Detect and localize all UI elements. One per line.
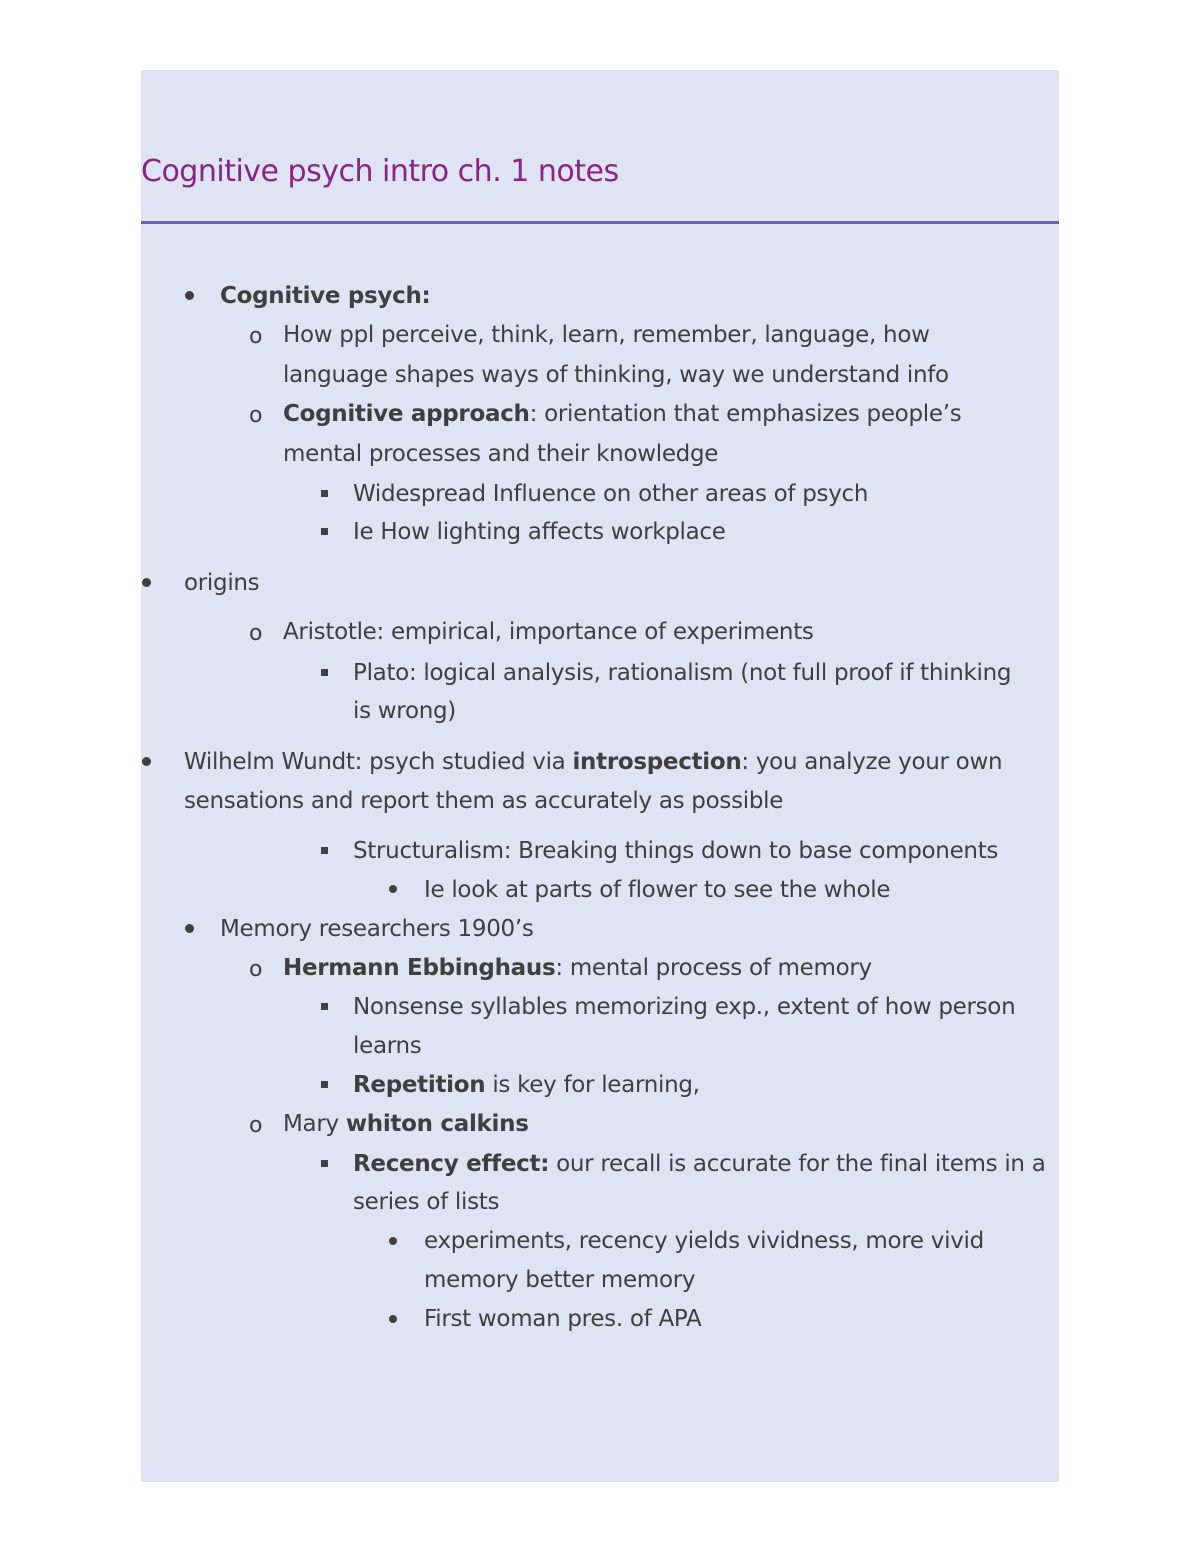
bullet-circle: o — [249, 324, 263, 349]
list-item-wundt: Wilhelm Wundt: psych studied via introspection: you analyze your own — [184, 749, 1003, 775]
bullet-square — [321, 1160, 328, 1167]
bullet-dot — [389, 885, 397, 893]
bullet-dot — [389, 1315, 397, 1323]
bullet-square — [321, 1003, 328, 1010]
bullet-circle: o — [249, 403, 263, 428]
list-item-cognitive-approach: Cognitive approach: orientation that emphasizes people’s — [283, 401, 962, 427]
list-item-text-cont: sensations and report them as accurately as possible — [184, 788, 784, 814]
list-item-ebbinghaus: Hermann Ebbinghaus: mental process of memory — [283, 955, 872, 981]
list-item-text: How ppl perceive, think, learn, remember, language, how — [283, 322, 930, 348]
list-item-text: Ie How lighting affects workplace — [353, 519, 726, 545]
list-item-text-cont: is wrong) — [353, 698, 456, 724]
list-item-cognitive-psych: Cognitive psych: — [220, 283, 431, 309]
title-underline — [141, 221, 1059, 224]
list-item-text-cont: series of lists — [353, 1189, 500, 1215]
bullet-circle: o — [249, 957, 263, 982]
bullet-circle: o — [249, 621, 263, 646]
list-item-text: Aristotle: empirical, importance of experiments — [283, 619, 814, 645]
bullet-circle: o — [249, 1113, 263, 1138]
list-item-text: First woman pres. of APA — [424, 1306, 702, 1332]
list-item-text-cont: mental processes and their knowledge — [283, 441, 719, 467]
bullet-square — [321, 528, 328, 535]
list-item-recency-effect: Recency effect: our recall is accurate for the final items in a — [353, 1151, 1046, 1177]
bullet-dot — [142, 757, 151, 766]
list-item-text: Plato: logical analysis, rationalism (not full proof if thinking — [353, 660, 1012, 686]
document-title: Cognitive psych intro ch. 1 notes — [141, 154, 619, 189]
list-item-text-cont: learns — [353, 1033, 422, 1059]
list-item-text: Widespread Influence on other areas of psych — [353, 481, 869, 507]
list-item-calkins: Mary whiton calkins — [283, 1111, 529, 1137]
bullet-square — [321, 847, 328, 854]
list-item-text-cont: language shapes ways of thinking, way we understand info — [283, 362, 949, 388]
bullet-square — [321, 669, 328, 676]
bullet-dot — [142, 578, 151, 587]
bullet-dot — [389, 1237, 397, 1245]
bullet-square — [321, 1081, 328, 1088]
list-item-text: Nonsense syllables memorizing exp., extent of how person — [353, 994, 1016, 1020]
list-item-repetition: Repetition is key for learning, — [353, 1072, 700, 1098]
list-item-text-cont: memory better memory — [424, 1267, 696, 1293]
list-item-memory-researchers: Memory researchers 1900’s — [220, 916, 534, 942]
list-item-origins: origins — [184, 570, 260, 596]
bullet-dot — [185, 291, 194, 300]
bullet-dot — [185, 924, 194, 933]
list-item-text: Structuralism: Breaking things down to base components — [353, 838, 999, 864]
list-item-text: Ie look at parts of flower to see the whole — [424, 877, 891, 903]
list-item-text: experiments, recency yields vividness, more vivid — [424, 1228, 984, 1254]
bullet-square — [321, 490, 328, 497]
